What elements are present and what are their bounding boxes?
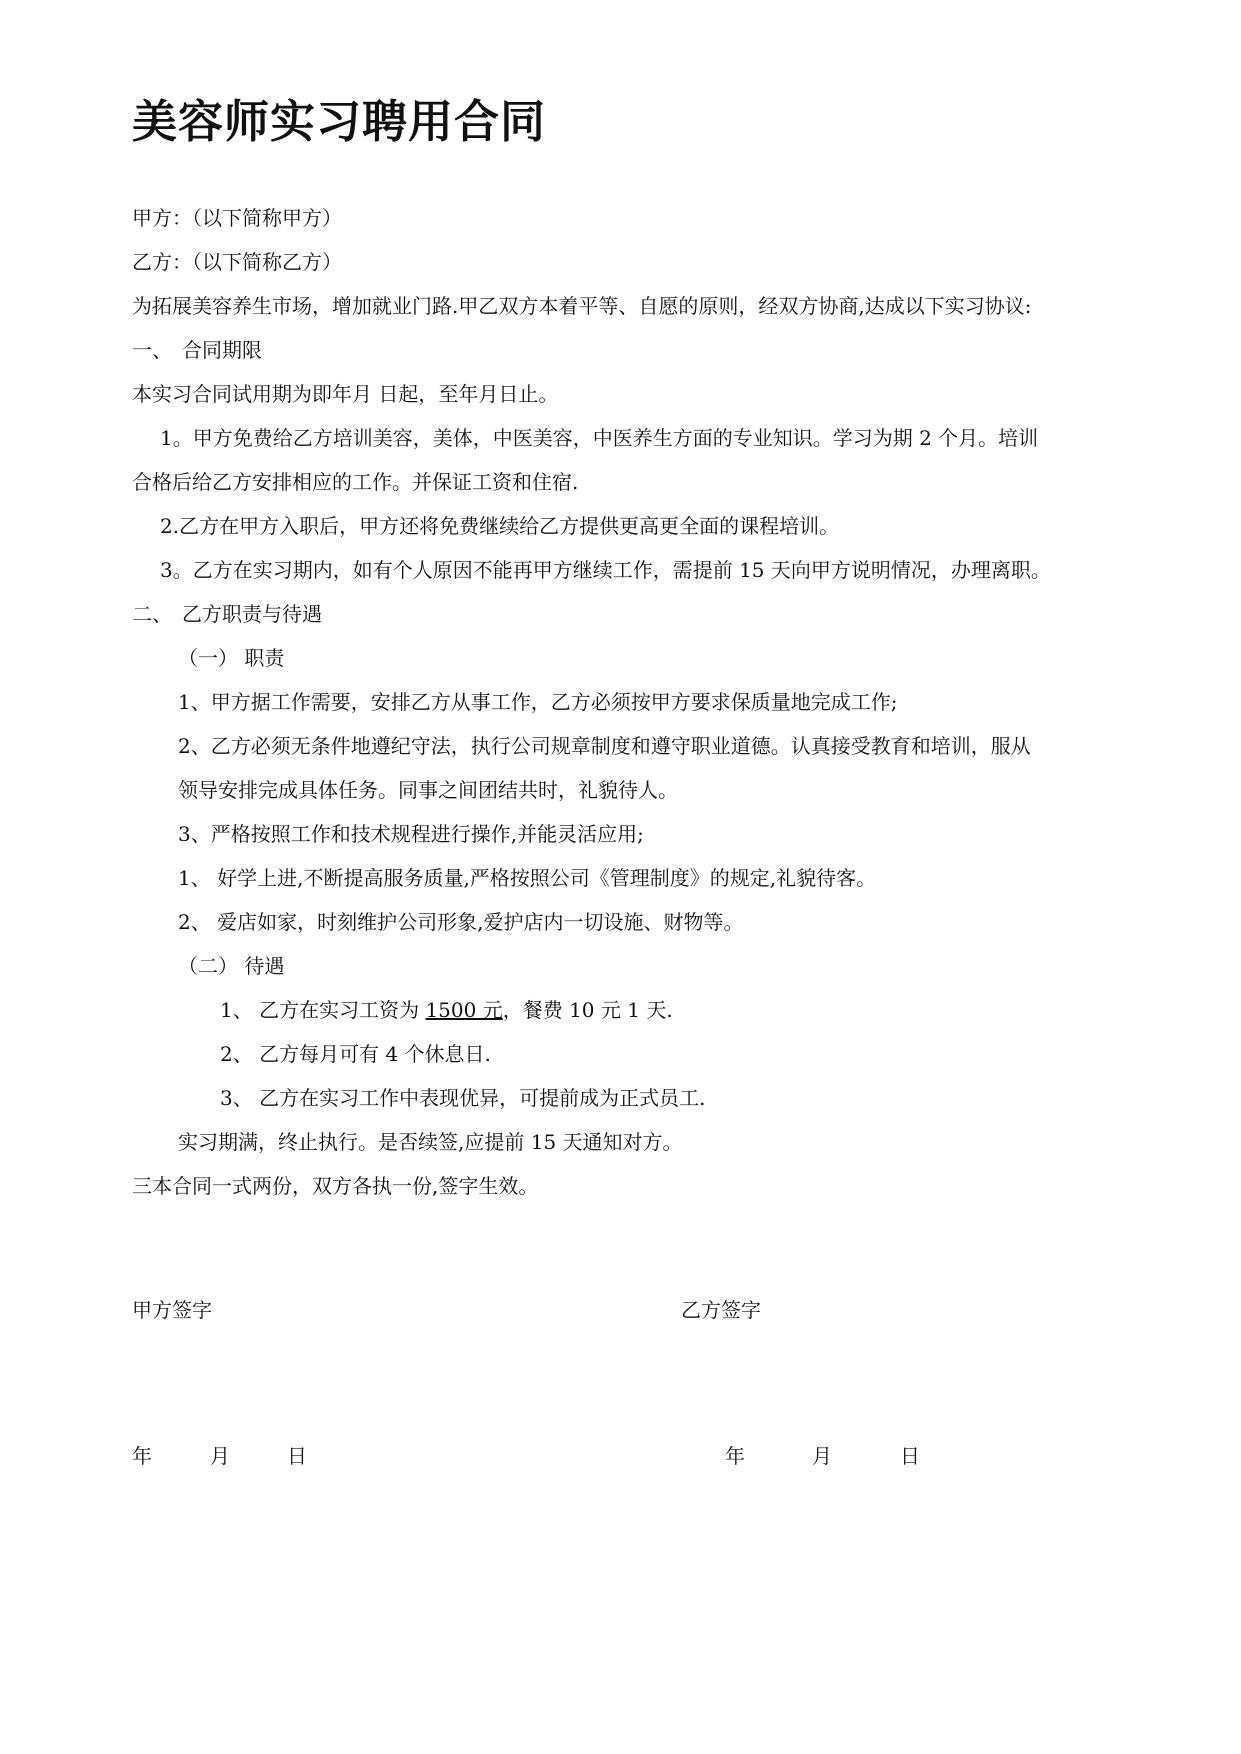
duty-5: 2、 爱店如家，时刻维护公司形象,爱护店内一切设施、财物等。: [178, 910, 744, 934]
subsection-duties: （一） 职责: [178, 646, 285, 670]
party-b-signature-label: 乙方签字: [681, 1298, 761, 1322]
benefit-1-suffix: ，餐费 10 元 1 天.: [502, 998, 673, 1022]
subsection-benefits: （二） 待遇: [178, 954, 285, 978]
term-end-clause: 实习期满，终止执行。是否续签,应提前 15 天通知对方。: [178, 1130, 683, 1154]
party-a-date-day: 日: [287, 1444, 307, 1468]
benefit-1-prefix: 1、 乙方在实习工资为: [220, 998, 426, 1022]
benefit-2: 2、 乙方每月可有 4 个休息日.: [220, 1042, 491, 1066]
section-title: 合同期限: [182, 338, 262, 362]
duty-4: 1、 好学上进,不断提高服务质量,严格按照公司《管理制度》的规定,礼貌待客。: [178, 866, 877, 890]
copies-clause: 三本合同一式两份，双方各执一份,签字生效。: [132, 1174, 539, 1198]
party-a-line: 甲方：（以下简称甲方）: [132, 206, 342, 230]
duty-2-line-2: 领导安排完成具体任务。同事之间团结共时，礼貌待人。: [178, 778, 678, 802]
party-a-signature-label: 甲方签字: [132, 1298, 212, 1322]
party-b-date-day: 日: [900, 1444, 920, 1468]
section-heading-term: [132, 335, 262, 365]
duty-3: 3、严格按照工作和技术规程进行操作,并能灵活应用;: [178, 822, 644, 846]
duty-1: 1、甲方据工作需要，安排乙方从事工作，乙方必须按甲方要求保质量地完成工作;: [178, 690, 898, 714]
section-heading-duties: [132, 599, 322, 629]
duty-2-line-1: 2、乙方必须无条件地遵纪守法，执行公司规章制度和遵守职业道德。认真接受教育和培训，服从: [178, 734, 1031, 758]
benefit-3: 3、 乙方在实习工作中表现优异，可提前成为正式员工.: [220, 1086, 706, 1110]
section-number: 一、: [132, 338, 172, 362]
benefit-1: [220, 995, 673, 1025]
party-a-date-month: 月: [210, 1444, 230, 1468]
salary-amount: 1500 元: [425, 998, 503, 1022]
section-number: 二、: [132, 602, 172, 626]
clause-1-line-1: 1。甲方免费给乙方培训美容，美体，中医美容，中医养生方面的专业知识。学习为期 2 个月。培训: [160, 426, 1039, 450]
document-title: 美容师实习聘用合同: [132, 95, 547, 148]
party-a-date-year: 年: [132, 1444, 152, 1468]
section-title: 乙方职责与待遇: [182, 602, 322, 626]
party-b-date-year: 年: [725, 1444, 745, 1468]
party-b-date-month: 月: [812, 1444, 832, 1468]
clause-1-line-2: 合格后给乙方安排相应的工作。并保证工资和住宿.: [132, 470, 579, 494]
party-b-line: 乙方：（以下简称乙方）: [132, 250, 342, 274]
term-clause: 本实习合同试用期为即年月 日起，至年月日止。: [132, 382, 559, 406]
intro-paragraph: 为拓展美容养生市场，增加就业门路.甲乙双方本着平等、自愿的原则，经双方协商,达成以下实习协议:: [132, 294, 1032, 318]
clause-3: 3。乙方在实习期内，如有个人原因不能再甲方继续工作，需提前 15 天向甲方说明情况，办理离职。: [160, 558, 1051, 582]
clause-2: 2.乙方在甲方入职后，甲方还将免费继续给乙方提供更高更全面的课程培训。: [160, 514, 840, 538]
